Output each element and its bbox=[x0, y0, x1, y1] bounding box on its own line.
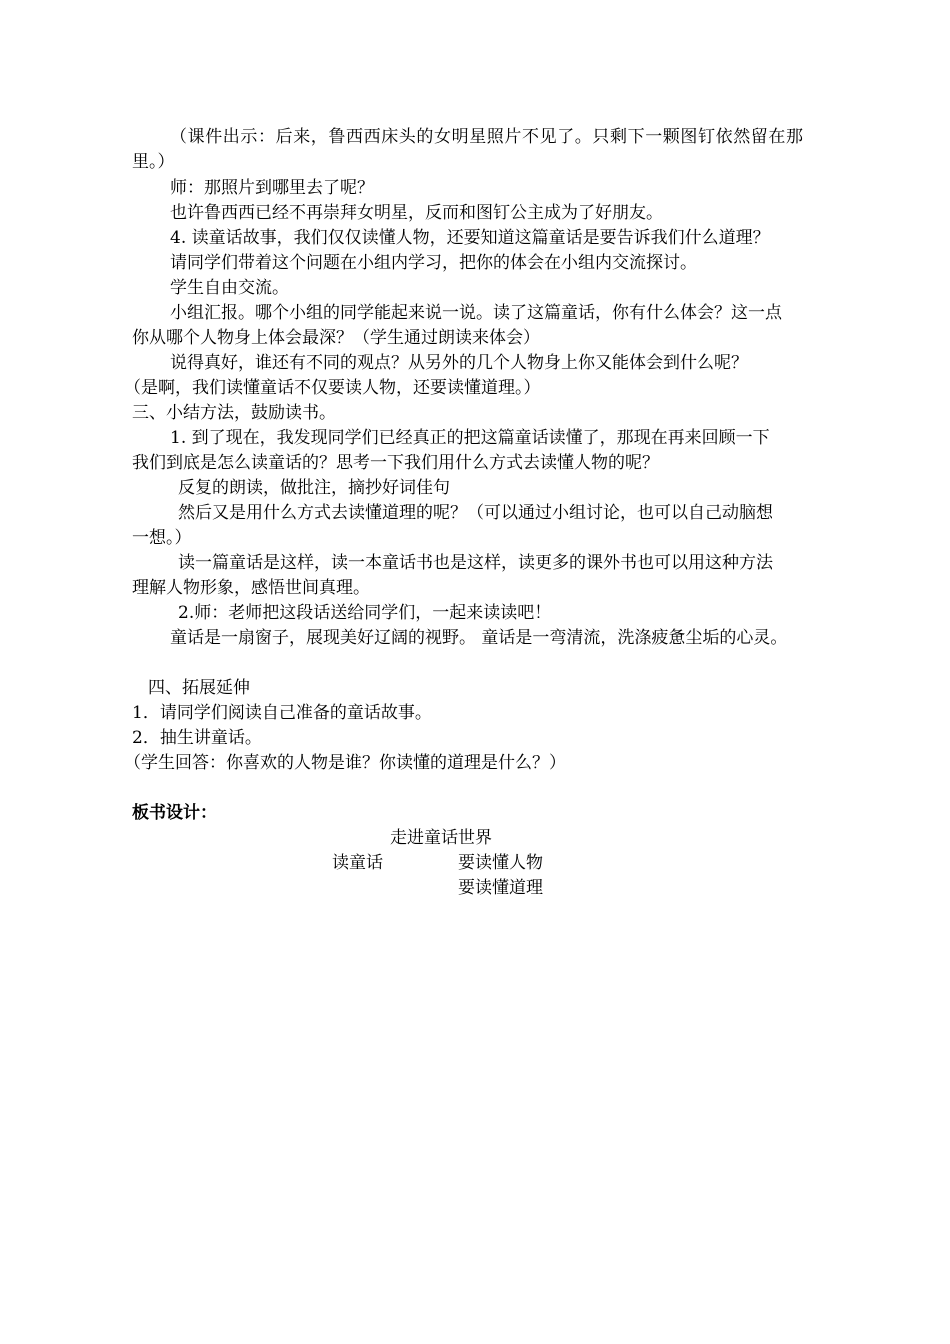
text-line: 说得真好，谁还有不同的观点？从另外的几个人物身上你又能体会到什么呢？ bbox=[170, 353, 748, 373]
text-line: （学生回答：你喜欢的人物是谁？你读懂的道理是什么？） bbox=[124, 753, 566, 773]
text-line: 你从哪个人物身上体会最深？（学生通过朗读来体会） bbox=[132, 328, 540, 348]
section-heading: 三、小结方法，鼓励读书。 bbox=[132, 403, 336, 423]
text-line: 4. 读童话故事，我们仅仅读懂人物，还要知道这篇童话是要告诉我们什么道理？ bbox=[170, 228, 770, 248]
board-right-2: 要读懂道理 bbox=[458, 878, 543, 898]
board-left: 读童话 bbox=[332, 853, 383, 873]
text-line: 里。） bbox=[132, 152, 175, 172]
text-line: 读一篇童话是这样，读一本童话书也是这样，读更多的课外书也可以用这种方法 bbox=[178, 553, 773, 573]
list-item: 1．请同学们阅读自己准备的童话故事。 bbox=[132, 703, 432, 723]
list-item: 2．抽生讲童话。 bbox=[132, 728, 262, 748]
text-line: （课件出示：后来，鲁西西床头的女明星照片不见了。只剩下一颗图钉依然留在那 bbox=[170, 127, 804, 147]
text-line: 我们到底是怎么读童话的？思考一下我们用什么方式去读懂人物的呢？ bbox=[132, 453, 659, 473]
text-line: （是啊，我们读懂童话不仅要读人物，还要读懂道理。） bbox=[124, 378, 541, 398]
section-heading: 四、拓展延伸 bbox=[148, 678, 250, 698]
board-heading: 板书设计： bbox=[132, 803, 217, 823]
text-line: 然后又是用什么方式去读懂道理的呢？（可以通过小组讨论，也可以自己动脑想 bbox=[178, 503, 773, 523]
text-line: 1. 到了现在，我发现同学们已经真正的把这篇童话读懂了，那现在再来回顾一下 bbox=[170, 428, 770, 448]
text-line: 学生自由交流。 bbox=[170, 278, 289, 298]
text-line: 也许鲁西西已经不再崇拜女明星，反而和图钉公主成为了好朋友。 bbox=[170, 203, 663, 223]
board-right-1: 要读懂人物 bbox=[458, 853, 543, 873]
text-line: 一想。） bbox=[132, 528, 192, 548]
text-line: 小组汇报。哪个小组的同学能起来说一说。读了这篇童话，你有什么体会？这一点 bbox=[170, 303, 782, 323]
text-line: 2.师：老师把这段话送给同学们，一起来读读吧！ bbox=[178, 603, 552, 623]
text-line: 反复的朗读，做批注，摘抄好词佳句 bbox=[178, 478, 450, 498]
text-line: 童话是一扇窗子，展现美好辽阔的视野。 童话是一弯清流，洗涤疲惫尘垢的心灵。 bbox=[170, 628, 788, 648]
text-line: 师：那照片到哪里去了呢？ bbox=[170, 178, 374, 198]
board-title: 走进童话世界 bbox=[390, 828, 492, 848]
text-line: 理解人物形象，感悟世间真理。 bbox=[132, 578, 370, 598]
text-line: 请同学们带着这个问题在小组内学习，把你的体会在小组内交流探讨。 bbox=[170, 253, 697, 273]
